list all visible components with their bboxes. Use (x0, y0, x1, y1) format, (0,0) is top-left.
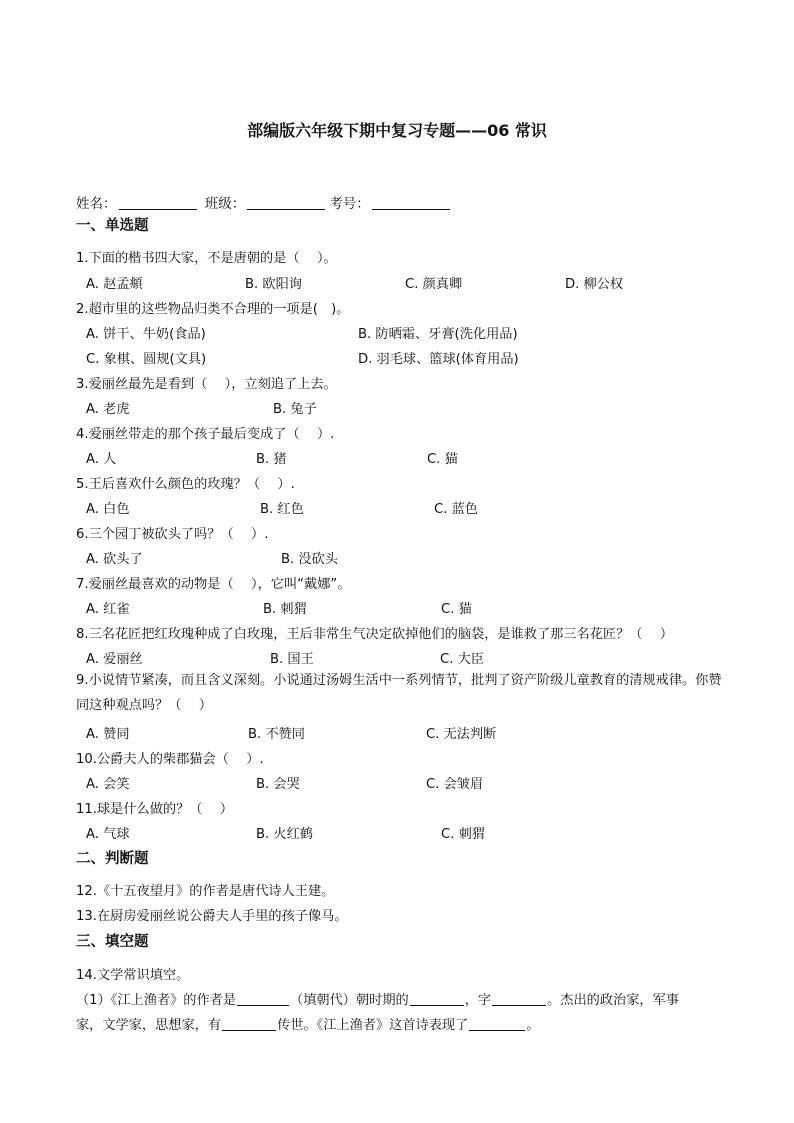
q14-text-6: 传世。《江上渔者》这首诗表现了 (277, 1018, 469, 1033)
q14-blank-1[interactable] (237, 992, 289, 1006)
q7-option-b[interactable]: B. 刺猬 (263, 602, 307, 617)
section-heading-fill-blank: 三、填空题 (76, 934, 149, 950)
q9-option-c[interactable]: C. 无法判断 (426, 727, 497, 742)
question-2: 2.超市里的这些物品归类不合理的一项是( )。 (76, 302, 350, 317)
q2-option-c[interactable]: C. 象棋、圆规(文具) (86, 352, 207, 367)
q1-option-c[interactable]: C. 颜真卿 (405, 277, 463, 292)
q8-option-b[interactable]: B. 国王 (270, 652, 314, 667)
q10-option-a[interactable]: A. 会笑 (86, 777, 130, 792)
q14-line-2 (76, 1014, 539, 1033)
q11-option-a[interactable]: A. 气球 (86, 827, 130, 842)
q5-option-a[interactable]: A. 白色 (86, 502, 130, 517)
page-title: 部编版六年级下期中复习专题——06 常识 (247, 121, 547, 140)
name-label: 姓名： (76, 196, 117, 212)
question-4: 4.爱丽丝带走的那个孩子最后变成了（ ）. (76, 427, 335, 442)
q7-option-a[interactable]: A. 红雀 (86, 602, 130, 617)
q8-option-a[interactable]: A. 爱丽丝 (86, 652, 143, 667)
q5-option-c[interactable]: C. 蓝色 (434, 502, 478, 517)
student-info-row (76, 192, 454, 212)
q2-option-b[interactable]: B. 防晒霜、牙膏(洗化用品) (358, 327, 518, 342)
question-13: 13.在厨房爱丽丝说公爵夫人手里的孩子像马。 (76, 909, 348, 924)
q6-option-b[interactable]: B. 没砍头 (281, 552, 338, 567)
q3-option-a[interactable]: A. 老虎 (86, 402, 130, 417)
question-5: 5.王后喜欢什么颜色的玫瑰？（ ）. (76, 477, 295, 492)
q14-text-2: （填朝代）朝时期的 (290, 993, 409, 1008)
q14-text-7: 。 (526, 1018, 540, 1033)
q14-blank-5[interactable] (469, 1017, 525, 1031)
q11-option-c[interactable]: C. 刺猬 (441, 827, 485, 842)
q1-option-d[interactable]: D. 柳公权 (565, 277, 624, 292)
question-1: 1.下面的楷书四大家，不是唐朝的是（ ）。 (76, 251, 337, 266)
q10-option-c[interactable]: C. 会皱眉 (426, 777, 484, 792)
id-label: 考号： (329, 196, 370, 212)
q6-option-a[interactable]: A. 砍头了 (86, 552, 143, 567)
name-field[interactable] (119, 196, 197, 210)
q4-option-b[interactable]: B. 猪 (256, 452, 287, 467)
question-9: 9.小说情节紧凑，而且含义深刻。小说通过汤姆生活中一系列情节，批判了资产阶级儿童教育的清规戒律。你赞同这种观点吗？（ ） (76, 673, 722, 713)
q4-option-a[interactable]: A. 人 (86, 452, 117, 467)
q1-option-b[interactable]: B. 欧阳询 (245, 277, 302, 292)
q11-option-b[interactable]: B. 火红鹤 (256, 827, 313, 842)
q14-line-1 (76, 989, 679, 1008)
q4-option-c[interactable]: C. 猫 (427, 452, 458, 467)
q9-option-a[interactable]: A. 赞同 (86, 727, 130, 742)
q1-option-a[interactable]: A. 赵孟頫 (86, 277, 143, 292)
section-heading-single-choice: 一、单选题 (76, 218, 149, 234)
q14-blank-2[interactable] (410, 992, 464, 1006)
q7-option-c[interactable]: C. 猫 (441, 602, 472, 617)
class-label: 班级： (204, 196, 246, 212)
q14-text-1: （1）《江上渔者》的作者是 (76, 993, 237, 1008)
question-8: 8.三名花匠把红玫瑰种成了白玫瑰，王后非常生气决定砍掉他们的脑袋，是谁救了那三名花匠？（ ） (76, 627, 674, 642)
q2-option-d[interactable]: D. 羽毛球、篮球(体育用品) (358, 352, 519, 367)
q5-option-b[interactable]: B. 红色 (260, 502, 304, 517)
q9-option-b[interactable]: B. 不赞同 (248, 727, 305, 742)
q14-text-4: 。杰出的政治家，军事 (547, 993, 679, 1008)
q14-blank-3[interactable] (492, 992, 546, 1006)
q14-text-5: 家，文学家，思想家，有 (76, 1018, 222, 1033)
q2-option-a[interactable]: A. 饼干、牛奶(食品) (86, 327, 206, 342)
q8-option-c[interactable]: C. 大臣 (440, 652, 484, 667)
q14-blank-4[interactable] (222, 1017, 276, 1031)
question-3: 3.爱丽丝最先是看到（ ），立刻追了上去。 (76, 377, 337, 392)
section-heading-true-false: 二、判断题 (76, 851, 149, 867)
question-10: 10.公爵夫人的柴郡猫会（ ）. (76, 752, 264, 767)
class-field[interactable] (247, 196, 325, 210)
question-12: 12.《十五夜望月》的作者是唐代诗人王建。 (76, 884, 335, 899)
id-field[interactable] (372, 196, 450, 210)
question-14: 14.文学常识填空。 (76, 968, 190, 983)
question-7: 7.爱丽丝最喜欢的动物是（ ），它叫“戴娜”。 (76, 577, 351, 592)
q10-option-b[interactable]: B. 会哭 (256, 777, 300, 792)
q14-text-3: ，字 (464, 993, 492, 1008)
q3-option-b[interactable]: B. 兔子 (273, 402, 317, 417)
question-6: 6.三个园丁被砍头了吗？（ ）. (76, 527, 269, 542)
question-11: 11.球是什么做的？（ ） (76, 802, 234, 817)
